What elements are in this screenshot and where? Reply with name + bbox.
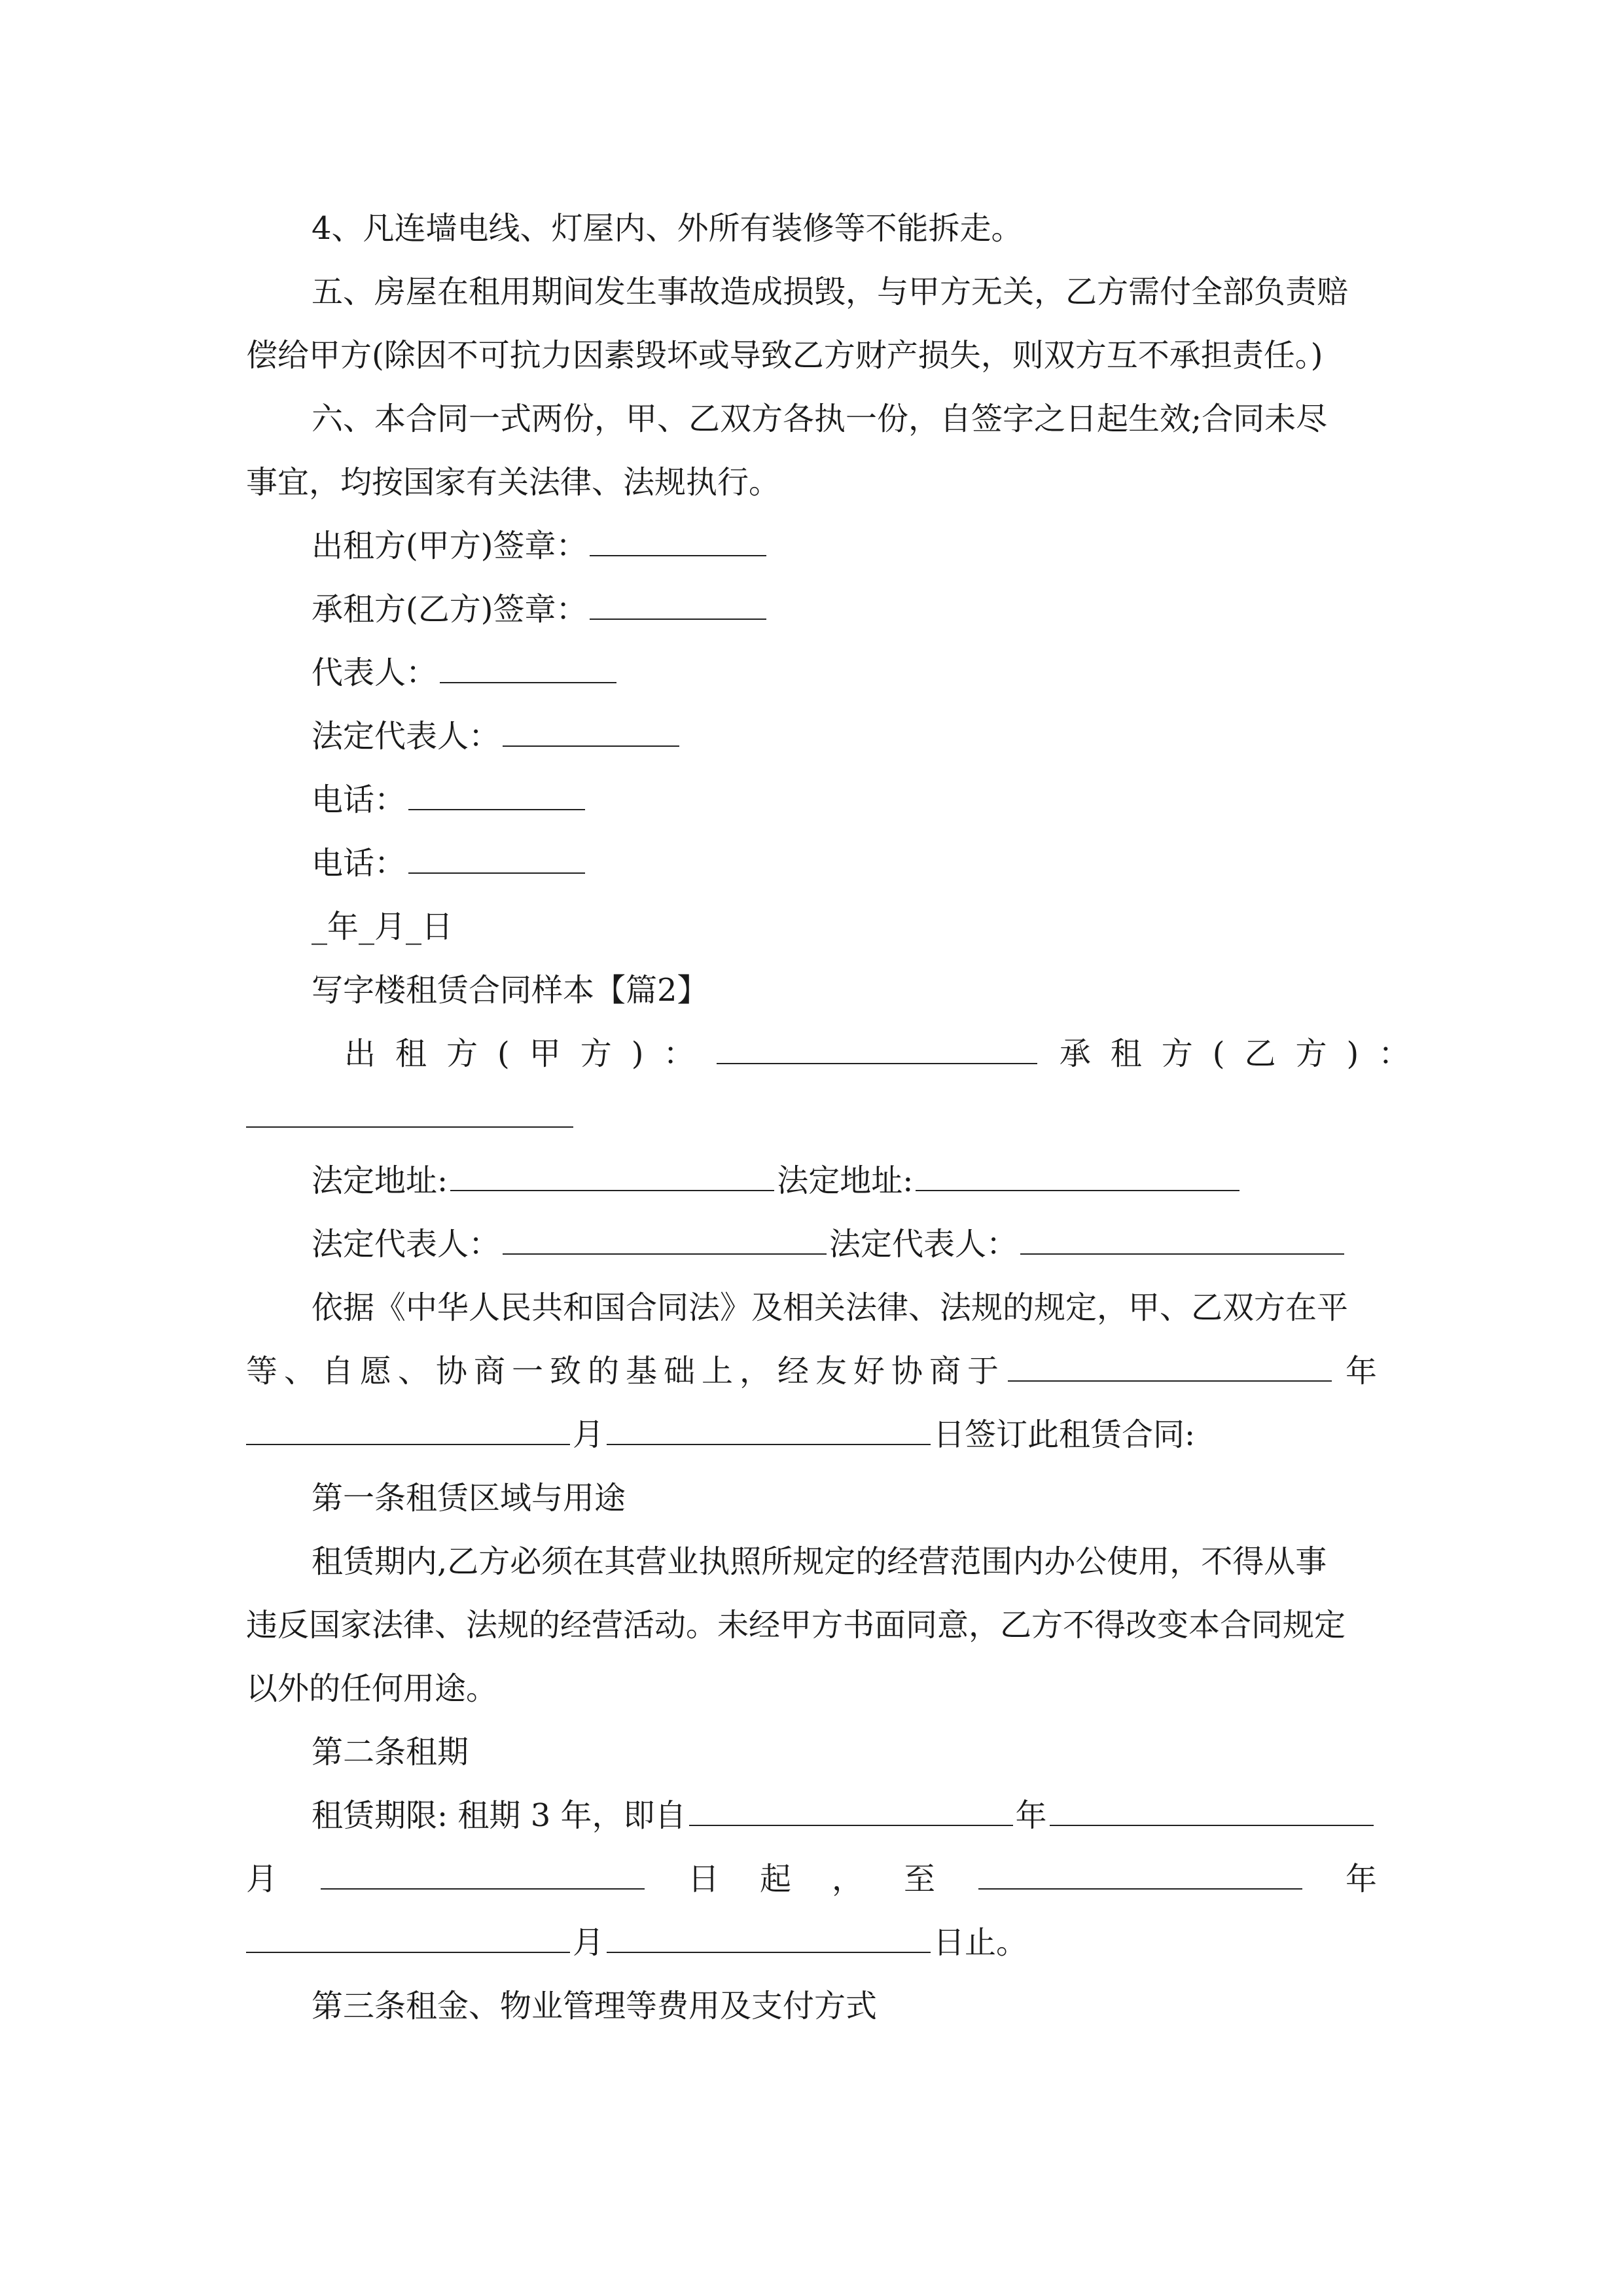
legal-address-row — [312, 1158, 1377, 1204]
representative-field[interactable] — [440, 656, 616, 683]
legal-address-label-1: 法定地址: — [312, 1162, 448, 1199]
basis-month-label: 月 — [573, 1416, 605, 1453]
legal-representative-field[interactable] — [503, 719, 679, 747]
party-lessee-label: 承租方(乙方)： — [1059, 1035, 1430, 1072]
representative-label: 代表人： — [312, 655, 438, 691]
article-1-line-1: 租赁期内,乙方必须在其营业执照所规定的经营范围内办公使用，不得从事 — [312, 1543, 1327, 1580]
term-start-month-label: 月 — [246, 1861, 278, 1897]
article-1-line-2: 违反国家法律、法规的经营活动。未经甲方书面同意，乙方不得改变本合同规定 — [246, 1607, 1346, 1643]
article-2-title: 第二条租期 — [312, 1734, 469, 1770]
section-title: 写字楼租赁合同样本【篇2】 — [312, 972, 709, 1009]
legal-rep-label-2: 法定代表人： — [829, 1226, 1018, 1263]
date-line: _年_月_日 — [312, 908, 454, 945]
basis-line-2 — [246, 1348, 1377, 1394]
phone-field-1[interactable] — [408, 783, 585, 810]
phone-label-2: 电话： — [312, 845, 406, 882]
phone-label-1: 电话： — [312, 781, 406, 818]
term-to-label: 至 — [903, 1861, 935, 1897]
term-start-day-label: 日 — [687, 1861, 719, 1897]
basis-line-3 — [246, 1412, 1377, 1458]
clause-6-line-2: 事宜，均按国家有关法律、法规执行。 — [246, 464, 781, 501]
article-1-title: 第一条租赁区域与用途 — [312, 1480, 626, 1516]
clause-5-line-1: 五、房屋在租用期间发生事故造成损毁，与甲方无关，乙方需付全部负责赔 — [312, 274, 1349, 310]
term-start-month-field[interactable] — [1050, 1799, 1374, 1826]
phone-field-2[interactable] — [408, 846, 585, 874]
basis-year-label: 年 — [1345, 1353, 1377, 1390]
signature-lessor-label: 出租方(甲方)签章： — [312, 528, 588, 564]
term-end-month-field[interactable] — [246, 1926, 570, 1953]
party-lessor-field[interactable] — [717, 1037, 1037, 1064]
legal-address-field-2[interactable] — [916, 1164, 1240, 1191]
legal-representative-label: 法定代表人： — [312, 718, 501, 755]
basis-text: 等、自愿、协商一致的基础上，经友好协商于 — [246, 1353, 1006, 1390]
signature-lessor-field[interactable] — [590, 529, 766, 556]
term-start-year-field[interactable] — [689, 1799, 1013, 1826]
legal-rep-field-2[interactable] — [1020, 1227, 1344, 1255]
legal-representative-row — [312, 713, 1377, 759]
parties-row — [344, 1031, 1430, 1077]
term-end-year-field[interactable] — [978, 1862, 1302, 1890]
term-start-qi-label: 起 — [759, 1861, 791, 1897]
term-end-year-label: 年 — [1345, 1861, 1377, 1897]
basis-month-field[interactable] — [246, 1418, 570, 1445]
signature-lessee-label: 承租方(乙方)签章： — [312, 591, 588, 628]
signature-lessee-field[interactable] — [590, 592, 766, 620]
term-start-day-field[interactable] — [321, 1862, 645, 1890]
legal-address-field-1[interactable] — [450, 1164, 774, 1191]
article-1-line-3: 以外的任何用途。 — [246, 1670, 498, 1707]
signature-lessee-row — [312, 586, 1377, 632]
legal-rep-row — [312, 1221, 1377, 1267]
legal-rep-field-1[interactable] — [503, 1227, 827, 1255]
clause-6-line-1: 六、本合同一式两份，甲、乙双方各执一份，自签字之日起生效;合同未尽 — [312, 401, 1328, 437]
basis-year-field[interactable] — [1008, 1354, 1332, 1382]
term-end-month-label: 月 — [573, 1924, 605, 1961]
term-label: 租赁期限: 租期 3 年，即自 — [312, 1797, 687, 1834]
clause-4: 4、凡连墙电线、灯屋内、外所有装修等不能拆走。 — [312, 210, 1023, 247]
term-end-day-field[interactable] — [607, 1926, 931, 1953]
article-2-line-3 — [246, 1920, 1377, 1965]
legal-address-label-2: 法定地址: — [777, 1162, 914, 1199]
legal-rep-label-1: 法定代表人： — [312, 1226, 501, 1263]
basis-line-1: 依据《中华人民共和国合同法》及相关法律、法规的规定，甲、乙双方在平 — [312, 1289, 1349, 1326]
term-start-year-label: 年 — [1015, 1797, 1047, 1834]
party-lessee-blank-row — [246, 1094, 1377, 1140]
clause-5-line-2: 偿给甲方(除因不可抗力因素毁坏或导致乙方财产损失，则双方互不承担责任。) — [246, 337, 1323, 374]
basis-day-field[interactable] — [607, 1418, 931, 1445]
article-2-line-1 — [312, 1793, 1377, 1839]
phone-row-1 — [312, 777, 1377, 823]
representative-row — [312, 650, 1377, 696]
article-3-title: 第三条租金、物业管理等费用及支付方式 — [312, 1988, 878, 2024]
term-comma: ， — [831, 1861, 863, 1897]
phone-row-2 — [312, 840, 1377, 886]
signature-lessor-row — [312, 523, 1377, 569]
term-end-day-label: 日止。 — [933, 1924, 1028, 1961]
party-lessor-label: 出租方(甲方)： — [344, 1035, 715, 1072]
basis-day-label: 日签订此租赁合同: — [933, 1416, 1196, 1453]
article-2-line-2 — [246, 1856, 1377, 1902]
party-lessee-field[interactable] — [246, 1100, 573, 1128]
